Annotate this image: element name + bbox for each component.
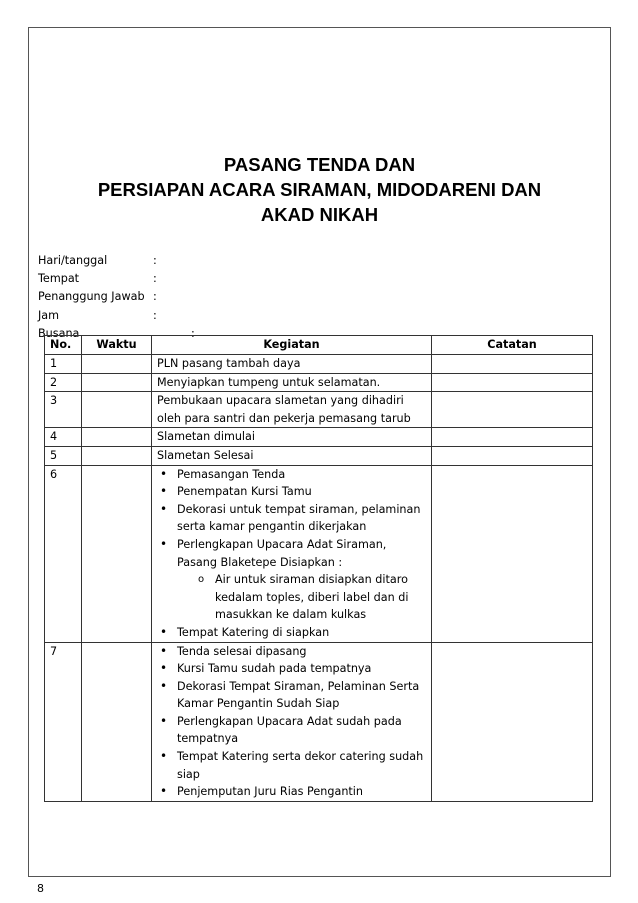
row-number: 4 <box>45 428 82 447</box>
waktu-cell <box>82 465 152 642</box>
table-row <box>45 465 593 642</box>
header-no: No. <box>45 336 82 355</box>
kegiatan-cell <box>152 465 432 642</box>
header-catatan: Catatan <box>432 336 593 355</box>
sub-item-line: masukkan ke dalam kulkas <box>215 608 367 622</box>
info-label: Hari/tanggal <box>38 254 108 267</box>
row-number: 3 <box>45 392 82 428</box>
header-kegiatan: Kegiatan <box>152 336 432 355</box>
list-item <box>177 483 426 501</box>
table-row <box>45 392 593 428</box>
sub-list-item <box>215 571 426 624</box>
row-number: 2 <box>45 373 82 392</box>
list-item <box>177 783 426 801</box>
list-item-line: siap <box>177 767 200 781</box>
table-header-row <box>45 336 593 355</box>
info-colon: : <box>153 272 157 286</box>
table-row <box>45 642 593 801</box>
list-item-line: • Pemasangan Tenda <box>177 467 286 481</box>
document-title <box>28 152 611 227</box>
catatan-cell <box>432 373 593 392</box>
waktu-cell <box>82 373 152 392</box>
list-item-line: Kamar Pengantin Sudah Siap <box>177 697 340 711</box>
title-line-2: PERSIAPAN ACARA SIRAMAN, MIDODARENI DAN <box>97 179 542 200</box>
list-item-line: • Tenda selesai dipasang <box>177 644 307 658</box>
sub-item-line: o Air untuk siraman disiapkan ditaro <box>215 573 408 587</box>
row-number: 1 <box>45 355 82 374</box>
waktu-cell <box>82 392 152 428</box>
catatan-cell <box>432 642 593 801</box>
catatan-cell <box>432 465 593 642</box>
info-label: Busana <box>38 326 80 340</box>
bullet-list <box>157 643 426 801</box>
list-item-line: tempatnya <box>177 732 239 746</box>
sub-item-line: kedalam toples, diberi label dan di <box>215 590 409 604</box>
table-row <box>45 373 593 392</box>
list-item <box>177 624 426 642</box>
page-number: 8 <box>37 882 44 895</box>
row-number: 6 <box>45 465 82 642</box>
schedule-table <box>44 335 593 802</box>
info-label: Jam <box>38 308 60 322</box>
table-row <box>45 428 593 447</box>
catatan-cell <box>432 355 593 374</box>
list-item-line: • Penjemputan Juru Rias Pengantin <box>177 785 364 799</box>
waktu-cell <box>82 446 152 465</box>
kegiatan-cell: Menyiapkan tumpeng untuk selamatan. <box>152 373 432 392</box>
catatan-cell <box>432 446 593 465</box>
info-label: Tempat <box>38 272 80 286</box>
list-item-line: • Dekorasi untuk tempat siraman, pelaminan <box>177 502 421 516</box>
kegiatan-cell: Slametan Selesai <box>152 446 432 465</box>
row-number: 5 <box>45 446 82 465</box>
list-item <box>177 643 426 661</box>
kegiatan-cell: Slametan dimulai <box>152 428 432 447</box>
info-label: Penanggung Jawab <box>38 290 145 304</box>
info-colon: : <box>153 254 157 267</box>
list-item <box>177 501 426 536</box>
list-item-line: • Perlengkapan Upacara Adat Siraman, <box>177 537 387 551</box>
list-item <box>177 748 426 783</box>
list-item-line: • Tempat Katering di siapkan <box>177 625 330 639</box>
header-waktu: Waktu <box>82 336 152 355</box>
kegiatan-cell: PLN pasang tambah daya <box>152 355 432 374</box>
list-item-line: serta kamar pengantin dikerjakan <box>177 520 367 534</box>
catatan-cell <box>432 428 593 447</box>
title-line-1: PASANG TENDA DAN <box>223 154 416 175</box>
list-item-line: • Penempatan Kursi Tamu <box>177 485 312 499</box>
list-item <box>177 713 426 748</box>
list-item-line: • Tempat Katering serta dekor catering sudah <box>177 750 424 764</box>
bullet-list <box>157 466 426 642</box>
info-colon: : <box>191 326 195 340</box>
sub-list <box>177 571 426 624</box>
list-item <box>177 660 426 678</box>
list-item-line: Pasang Blaketepe Disiapkan : <box>177 555 343 569</box>
title-line-3: AKAD NIKAH <box>260 204 379 225</box>
waktu-cell <box>82 642 152 801</box>
list-item-line: • Dekorasi Tempat Siraman, Pelaminan Serta <box>177 679 420 693</box>
kegiatan-line: oleh para santri dan pekerja pemasang tarub <box>157 411 411 425</box>
catatan-cell <box>432 392 593 428</box>
kegiatan-line: Pembukaan upacara slametan yang dihadiri <box>157 394 404 408</box>
info-colon: : <box>153 308 157 322</box>
kegiatan-cell <box>152 392 432 428</box>
list-item <box>177 536 426 624</box>
row-number: 7 <box>45 642 82 801</box>
list-item <box>177 466 426 484</box>
list-item <box>177 678 426 713</box>
list-item-line: • Kursi Tamu sudah pada tempatnya <box>177 662 372 676</box>
waktu-cell <box>82 428 152 447</box>
waktu-cell <box>82 355 152 374</box>
info-colon: : <box>153 290 157 304</box>
kegiatan-cell <box>152 642 432 801</box>
table-row <box>45 446 593 465</box>
table-row <box>45 355 593 374</box>
list-item-line: • Perlengkapan Upacara Adat sudah pada <box>177 714 402 728</box>
